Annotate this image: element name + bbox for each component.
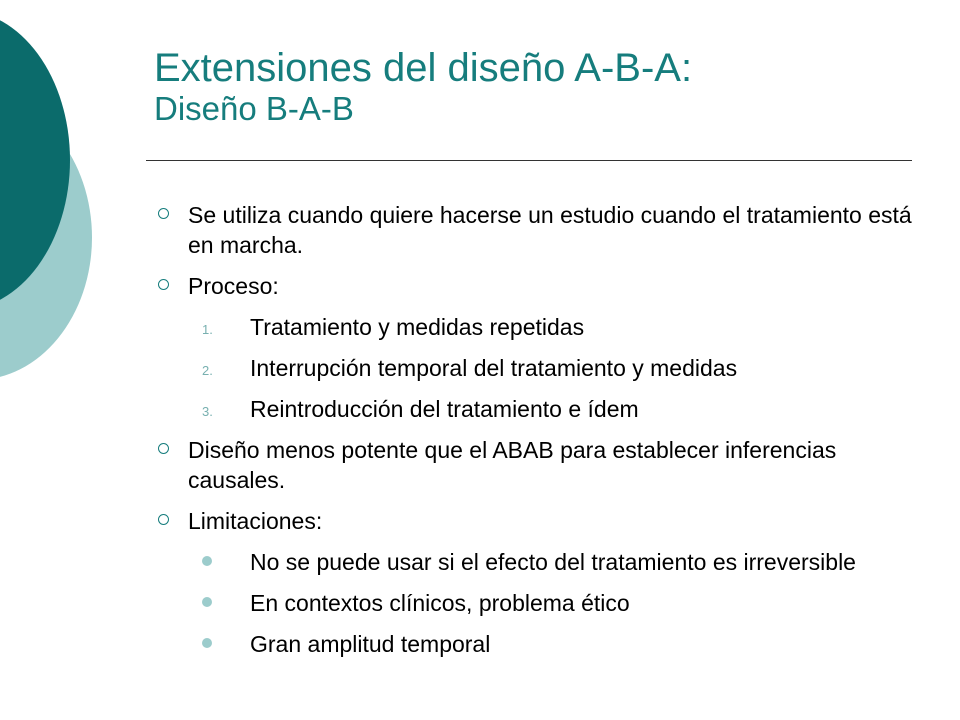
dot-bullet-icon — [202, 597, 212, 607]
bullet-text: Se utiliza cuando quiere hacerse un estudio cuando el tratamiento está en marcha. — [188, 202, 912, 258]
item-number: 1. — [202, 322, 213, 337]
item-number: 3. — [202, 404, 213, 419]
title-divider — [146, 160, 912, 161]
bullet-item — [158, 506, 918, 536]
numbered-item — [202, 353, 918, 383]
ring-bullet-icon — [158, 279, 169, 290]
sub-bullet-item — [202, 629, 918, 659]
slide-title — [154, 46, 934, 128]
dot-bullet-icon — [202, 556, 212, 566]
title-main: Extensiones del diseño A-B-A: — [154, 46, 693, 90]
bullet-item — [158, 435, 918, 495]
numbered-text: Tratamiento y medidas repetidas — [250, 314, 585, 340]
sub-bullet-text: En contextos clínicos, problema ético — [250, 590, 630, 616]
bullet-item — [158, 271, 918, 301]
item-number: 2. — [202, 363, 213, 378]
bullet-text: Proceso: — [188, 273, 279, 299]
sub-bullet-item — [202, 547, 918, 577]
dot-bullet-icon — [202, 638, 212, 648]
numbered-text: Reintroducción del tratamiento e ídem — [250, 396, 639, 422]
slide-content — [158, 200, 918, 670]
ring-bullet-icon — [158, 514, 169, 525]
numbered-item — [202, 312, 918, 342]
ring-bullet-icon — [158, 443, 169, 454]
numbered-item — [202, 394, 918, 424]
ring-bullet-icon — [158, 208, 169, 219]
bullet-text: Diseño menos potente que el ABAB para establecer inferencias causales. — [188, 437, 837, 493]
sub-bullet-text: No se puede usar si el efecto del tratamiento es irreversible — [250, 549, 856, 575]
bullet-text: Limitaciones: — [188, 508, 323, 534]
numbered-text: Interrupción temporal del tratamiento y medidas — [250, 355, 738, 381]
title-subtitle: Diseño B-A-B — [154, 89, 354, 127]
sub-bullet-item — [202, 588, 918, 618]
sub-bullet-text: Gran amplitud temporal — [250, 631, 491, 657]
bullet-item — [158, 200, 918, 260]
